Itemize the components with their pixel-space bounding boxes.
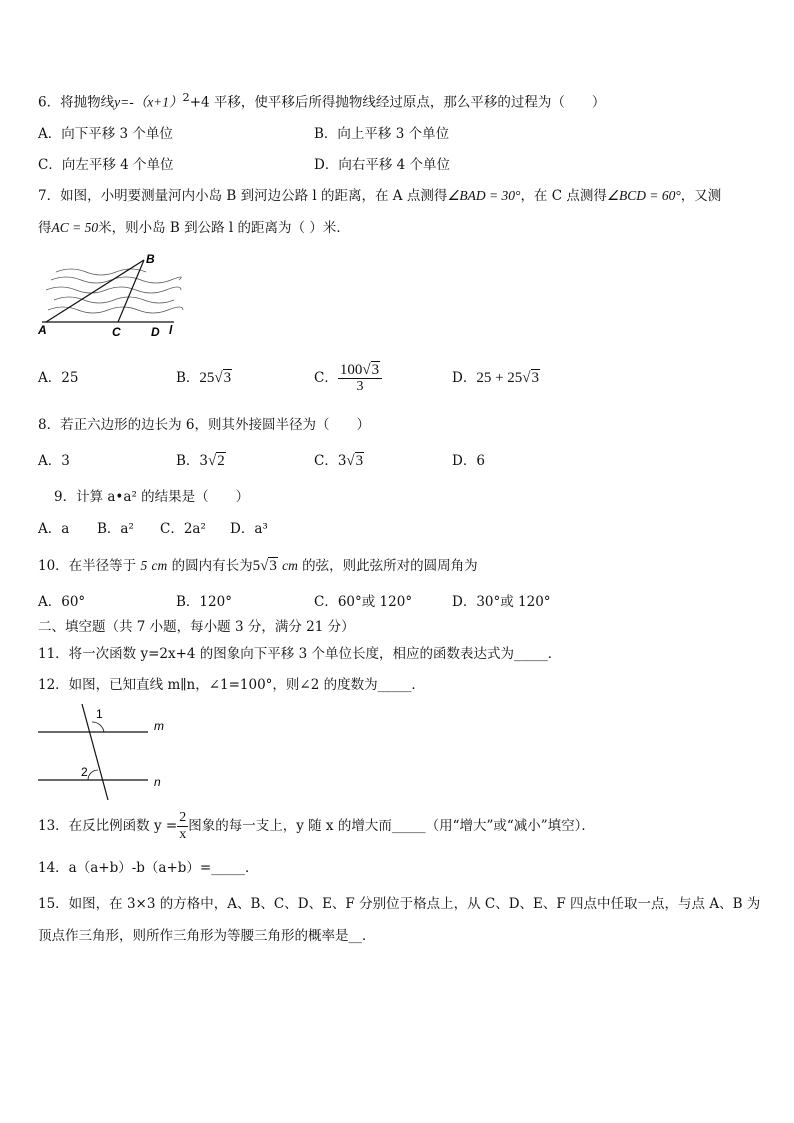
- q10-text-a: 10．在半径等于: [38, 558, 137, 574]
- q7-stem-line1: [38, 186, 721, 206]
- q6-stem-text-a: 6．将抛物线: [38, 94, 115, 111]
- q7-option-c: [314, 358, 382, 398]
- q8-option-c-radicand: 3: [355, 453, 364, 469]
- q10-length-coef: 5: [252, 558, 261, 574]
- q7-option-b-value: 25√3: [199, 370, 232, 386]
- q7-label-l: l: [169, 323, 173, 337]
- q10-unit-1: cm: [151, 558, 168, 573]
- q7-option-c-numerator: 100: [339, 362, 363, 378]
- section-2-heading: 二、填空题（共 7 小题，每小题 3 分，满分 21 分）: [38, 619, 355, 635]
- q7-option-b-radicand: 3: [223, 370, 232, 386]
- q10-text-b: 的圆内有长为: [171, 558, 253, 574]
- q8-option-c: C．3√3: [314, 453, 364, 469]
- q10-stem: 10．在半径等于 5 cm 的圆内有长为5√3 cm 的弦，则此弦所对的圆周角为: [38, 558, 478, 574]
- q10-option-a: A．60°: [38, 594, 86, 610]
- q13-text-b: 图象的每一支上，y 随 x 的增大而_____（用“增大”或“减小”填空）．: [188, 818, 595, 834]
- q6-stem-text-b: +4 平移，使平移后所得抛物线经过原点，那么平移的过程为（ ）: [189, 94, 606, 111]
- q8-option-b-label: B．3: [176, 453, 209, 469]
- q7-label-c: C: [112, 325, 121, 339]
- q7-river-waves: [46, 269, 183, 313]
- q9-option-d: D．a³: [230, 521, 268, 537]
- q7-option-c-label: C．: [314, 370, 338, 386]
- q7-text-a: 7．如图，小明要测量河内小岛 B 到河边公路 l 的距离，在 A 点测得: [38, 188, 448, 204]
- q12-label-m: m: [154, 719, 164, 733]
- q7-text-c: ，又测: [680, 188, 722, 204]
- q12-angle-1-arc: [92, 722, 104, 732]
- q6-stem: [38, 88, 605, 113]
- q6-option-a: A．向下平移 3 个单位: [38, 126, 173, 142]
- q7-text-d: 得: [38, 220, 52, 236]
- q9-option-c: C．2a²: [160, 521, 206, 537]
- q7-option-a: A．25: [38, 370, 79, 386]
- q7-option-d-prefix: 25 + 25: [476, 370, 523, 386]
- q7-figure: [36, 250, 186, 340]
- q6-option-d: D．向右平移 4 个单位: [314, 157, 450, 173]
- q12-transversal: [82, 704, 108, 800]
- q12-label-n: n: [154, 775, 161, 789]
- q7-label-d: D: [151, 325, 160, 339]
- q10-option-d: D．30°或 120°: [452, 594, 551, 610]
- q14-stem: 14．a（a+b）-b（a+b）=_____．: [38, 860, 259, 876]
- q13-numerator: 2: [179, 810, 187, 825]
- q6-option-c: C．向左平移 4 个单位: [38, 157, 174, 173]
- q12-angle-2-arc: [88, 770, 98, 780]
- q13-fraction: [177, 810, 188, 843]
- q8-option-b-radicand: 2: [217, 453, 225, 469]
- q7-option-b-coef: 25: [199, 370, 215, 386]
- q8-option-a: A．3: [38, 453, 70, 469]
- q8-option-b: B．3√2: [176, 453, 225, 469]
- q12-label-2: 2: [81, 765, 88, 779]
- q9-stem: 9．计算 a•a² 的结果是（ ）: [54, 489, 250, 505]
- q7-option-b: [176, 368, 232, 388]
- q13-denominator: x: [179, 827, 187, 842]
- q10-option-b: B．120°: [176, 594, 232, 610]
- q13-text-a: 13．在反比例函数 y =: [38, 818, 178, 834]
- q7-option-c-fraction: $\frac{100√3}{3}$: [338, 362, 382, 395]
- q15-line1: 15．如图，在 3×3 的方格中，A、B、C、D、E、F 分别位于格点上，从 C、D、E、F 四点中任取一点，与点 A、B 为: [38, 896, 761, 912]
- q7-option-d: [452, 368, 540, 388]
- q10-text-c: 的弦，则此弦所对的圆周角为: [302, 558, 478, 574]
- q9-option-b: B．a²: [97, 521, 134, 537]
- q8-option-d: D．6: [452, 453, 485, 469]
- q7-option-d-value: 25 + 25√3: [476, 370, 540, 386]
- q12-label-1: 1: [96, 707, 103, 721]
- q6-equation: y=-（x+1）: [114, 94, 183, 110]
- q15-line2: 顶点作三角形，则所作三角形为等腰三角形的概率是__．: [38, 928, 376, 944]
- q10-option-c: C．60°或 120°: [314, 594, 413, 610]
- q12-figure: [36, 700, 176, 805]
- q11-stem: 11．将一次函数 y=2x+4 的图象向下平移 3 个单位长度，相应的函数表达式为_____．: [38, 646, 562, 662]
- q7-ac-length: AC = 50: [51, 220, 99, 235]
- q7-option-c-radicand: 3: [371, 362, 380, 378]
- q10-radius: 5: [140, 558, 148, 573]
- q10-length-radicand: 3: [269, 558, 277, 574]
- q8-option-c-label: C．3: [314, 453, 347, 469]
- q6-exponent: 2: [182, 91, 190, 104]
- q7-option-d-label: D．: [452, 370, 477, 386]
- q7-label-b: B: [146, 252, 155, 266]
- q7-angle-bcd: ∠BCD = 60°: [606, 188, 681, 203]
- q13-stem: [38, 808, 595, 844]
- q8-stem: 8．若正六边形的边长为 6，则其外接圆半径为（ ）: [38, 417, 370, 433]
- q7-label-a: A: [38, 323, 47, 337]
- q12-stem: 12．如图，已知直线 m∥n，∠1=100°，则∠2 的度数为_____．: [38, 677, 425, 693]
- q7-option-d-radicand: 3: [531, 370, 540, 386]
- q7-option-b-label: B．: [176, 370, 200, 386]
- q9-option-a: A．a: [38, 521, 70, 537]
- q7-option-c-denominator: 3: [356, 379, 364, 394]
- q7-text-b: ，在 C 点测得: [520, 188, 607, 204]
- q10-unit-2: cm: [282, 558, 298, 573]
- q7-text-e: 米，则小岛 B 到公路 l 的距离为（ ）米．: [98, 220, 350, 236]
- q6-option-b: B．向上平移 3 个单位: [314, 126, 450, 142]
- q7-angle-bad: ∠BAD = 30°: [447, 188, 521, 203]
- q7-stem-line2: [38, 218, 350, 238]
